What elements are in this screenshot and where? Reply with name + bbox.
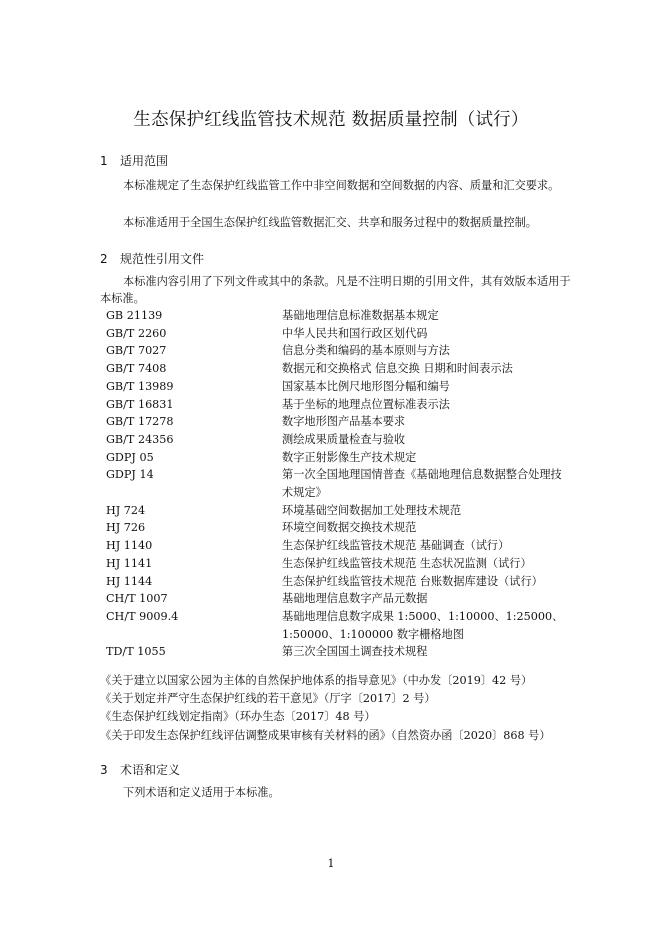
reference-title: 基础地理信息数字成果 1:5000、1:10000、1:25000、1:50000、1:100000 数字栅格地图 (282, 609, 564, 641)
reference-code: GB/T 16831 (106, 397, 174, 411)
reference-row (106, 413, 576, 431)
reference-list (106, 307, 576, 661)
reference-row (106, 643, 576, 661)
reference-title: 生态保护红线监管技术规范 生态状况监测（试行） (282, 556, 532, 570)
paragraph: 本标准适用于全国生态保护红线监管数据汇交、共享和服务过程中的数据质量控制。 (123, 216, 537, 229)
reference-title: 基础地理信息标准数据基本规定 (282, 309, 439, 322)
reference-title: 数字正射影像生产技术规定 (282, 450, 417, 464)
policy-document-list (100, 672, 580, 745)
paragraph: 下列术语和定义适用于本标准。 (123, 786, 280, 799)
reference-code: HJ 1141 (106, 556, 153, 570)
reference-row (106, 502, 576, 520)
reference-code: HJ 1140 (106, 539, 153, 553)
paragraph: 本标准内容引用了下列文件或其中的条款。凡是不注明日期的引用文件，其有效版本适用于本标准。 (100, 275, 571, 305)
reference-row (106, 325, 576, 343)
reference-row (106, 360, 576, 378)
reference-code: GDPJ 05 (106, 450, 154, 464)
reference-row (106, 555, 576, 573)
reference-row (106, 573, 576, 591)
reference-code: GB/T 7027 (106, 344, 167, 358)
reference-code: TD/T 1055 (106, 645, 166, 659)
reference-row (106, 590, 576, 608)
reference-code: GB/T 2260 (106, 326, 167, 340)
reference-row (106, 342, 576, 360)
reference-title: 基于坐标的地理点位置标准表示法 (282, 397, 450, 411)
reference-code: GB/T 17278 (106, 415, 174, 429)
reference-code: CH/T 1007 (106, 592, 168, 606)
section-number: 2 (100, 252, 108, 266)
reference-title: 信息分类和编码的基本原则与方法 (282, 344, 450, 358)
paragraph: 本标准规定了生态保护红线监管工作中非空间数据和空间数据的内容、质量和汇交要求。 (123, 179, 560, 192)
reference-row (106, 378, 576, 396)
reference-row (106, 537, 576, 555)
document-title: 生态保护红线监管技术规范 数据质量控制（试行） (133, 110, 529, 130)
reference-code: GB 21139 (106, 309, 163, 322)
reference-code: CH/T 9009.4 (106, 609, 179, 623)
reference-title: 基础地理信息数字产品元数据 (282, 592, 428, 606)
reference-title: 环境空间数据交换技术规范 (282, 521, 417, 535)
reference-title: 环境基础空间数据加工处理技术规范 (282, 503, 462, 517)
policy-document: 《关于划定并严守生态保护红线的若干意见》（厅字〔2017〕2 号） (100, 692, 436, 706)
reference-row (106, 449, 576, 467)
reference-row (106, 608, 576, 643)
reference-title: 数字地形图产品基本要求 (282, 415, 406, 429)
reference-title: 生态保护红线监管技术规范 基础调查（试行） (282, 539, 510, 553)
reference-code: HJ 726 (106, 521, 146, 535)
reference-title: 生态保护红线监管技术规范 台账数据库建设（试行） (282, 574, 543, 588)
section-title: 规范性引用文件 (120, 252, 205, 266)
reference-code: GB/T 24356 (106, 432, 174, 446)
reference-title: 中华人民共和国行政区划代码 (282, 326, 428, 340)
reference-code: GB/T 7408 (106, 362, 167, 376)
section-heading-terms-definitions (100, 761, 180, 778)
section-title: 术语和定义 (120, 763, 181, 777)
reference-row (106, 431, 576, 449)
policy-document: 《关于建立以国家公园为主体的自然保护地体系的指导意见》（中办发〔2019〕42 号） (100, 674, 533, 687)
reference-code: HJ 724 (106, 503, 146, 517)
reference-title: 数据元和交换格式 信息交换 日期和时间表示法 (282, 362, 513, 376)
section-number: 1 (100, 154, 108, 168)
reference-title: 国家基本比例尺地形图分幅和编号 (282, 379, 450, 393)
section-heading-normative-references (100, 250, 204, 267)
reference-code: GB/T 13989 (106, 379, 174, 393)
section-heading-scope (100, 152, 168, 169)
reference-row (106, 307, 576, 325)
reference-row (106, 519, 576, 537)
section-title: 适用范围 (120, 154, 169, 168)
reference-row (106, 396, 576, 414)
policy-document: 《关于印发生态保护红线评估调整成果审核有关材料的函》（自然资办函〔2020〕868 号） (100, 728, 551, 742)
reference-code: GDPJ 14 (106, 468, 154, 482)
reference-code: HJ 1144 (106, 574, 153, 588)
reference-title: 第三次全国国土调查技术规程 (282, 645, 428, 659)
policy-document: 《生态保护红线划定指南》（环办生态〔2017〕48 号） (100, 710, 376, 724)
page-number: 1 (327, 857, 335, 870)
reference-title: 第一次全国地理国情普查《基础地理信息数据整合处理技术规定》 (282, 468, 562, 500)
reference-title: 测绘成果质量检查与验收 (282, 432, 406, 446)
section-number: 3 (100, 763, 108, 777)
reference-row (106, 466, 576, 501)
